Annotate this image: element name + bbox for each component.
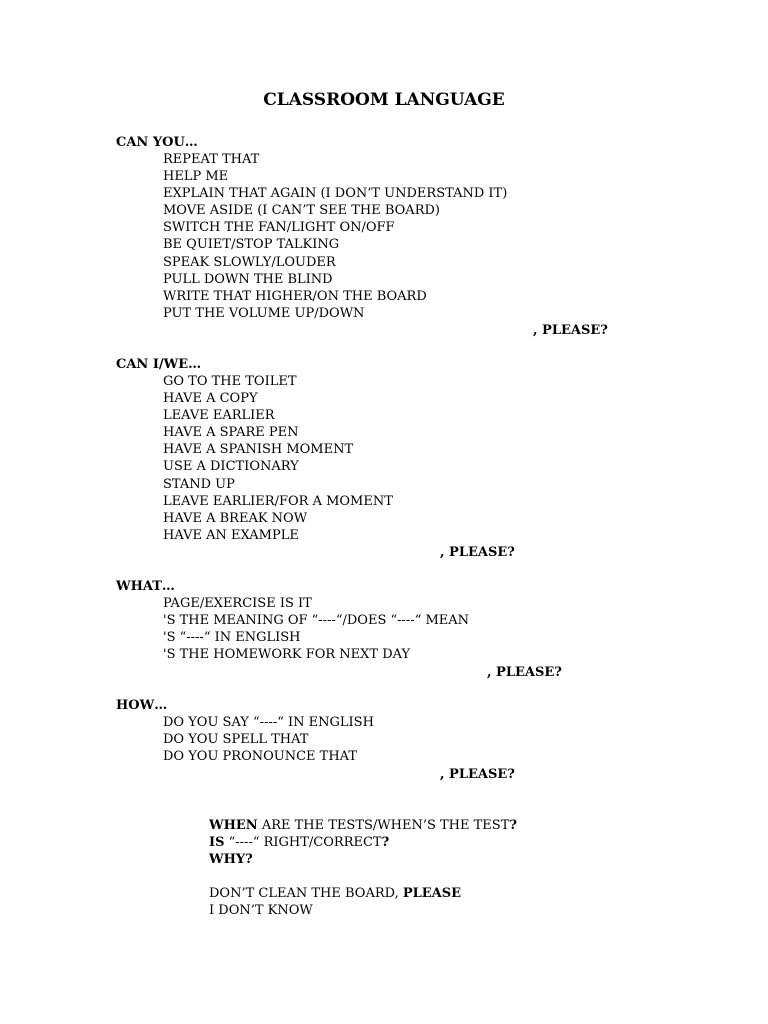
- list-item: 'S THE MEANING OF “----“/DOES “----“ MEAN: [163, 613, 470, 629]
- list-item: HAVE A SPANISH MOMENT: [163, 442, 354, 458]
- list-item: PAGE/EXERCISE IS IT: [163, 596, 312, 611]
- phrase-why: WHY?: [209, 852, 253, 867]
- section-what: [116, 578, 676, 663]
- section-heading: CAN YOU…: [116, 135, 198, 150]
- please-tail: , PLEASE?: [440, 767, 515, 782]
- list-item: EXPLAIN THAT AGAIN (I DON’T UNDERSTAND IT): [163, 186, 508, 202]
- section-can-you: [116, 134, 676, 322]
- keyword-when: WHEN: [209, 818, 258, 833]
- page-title: CLASSROOM LANGUAGE: [263, 90, 505, 110]
- phrase-text: “----“ RIGHT/CORRECT: [224, 835, 382, 850]
- list-item: DO YOU PRONOUNCE THAT: [163, 749, 358, 765]
- list-item: 'S THE HOMEWORK FOR NEXT DAY: [163, 647, 411, 663]
- phrase-dont-know: I DON’T KNOW: [209, 903, 313, 918]
- please-tail: , PLEASE?: [440, 545, 515, 560]
- list-item: WRITE THAT HIGHER/ON THE BOARD: [163, 288, 427, 304]
- please-tail: , PLEASE?: [533, 323, 608, 338]
- phrase-list: [116, 373, 676, 544]
- section-can-i-we: [116, 356, 676, 544]
- section-heading: WHAT…: [116, 579, 175, 594]
- keyword-is: IS: [209, 835, 225, 850]
- please-tail: , PLEASE?: [487, 665, 562, 680]
- list-item: SWITCH THE FAN/LIGHT ON/OFF: [163, 220, 395, 236]
- list-item: DO YOU SPELL THAT: [163, 732, 309, 748]
- phrase-text: ARE THE TESTS/WHEN’S THE TEST: [257, 818, 510, 833]
- section-heading: HOW…: [116, 698, 168, 713]
- question-mark: ?: [381, 835, 390, 850]
- list-item: USE A DICTIONARY: [163, 459, 299, 475]
- extra-phrases: [209, 817, 517, 868]
- list-item: STAND UP: [163, 476, 235, 492]
- list-item: PULL DOWN THE BLIND: [163, 271, 333, 287]
- section-heading: CAN I/WE…: [116, 357, 202, 372]
- list-item: HAVE A SPARE PEN: [163, 425, 299, 441]
- phrase-list: [116, 714, 676, 765]
- extra-phrases-2: [209, 885, 461, 919]
- list-item: LEAVE EARLIER/FOR A MOMENT: [163, 493, 393, 509]
- phrase-text: DON’T CLEAN THE BOARD,: [209, 886, 403, 901]
- list-item: SPEAK SLOWLY/LOUDER: [163, 254, 336, 270]
- keyword-please: PLEASE: [402, 886, 462, 901]
- list-item: MOVE ASIDE (I CAN’T SEE THE BOARD): [163, 203, 440, 219]
- list-item: LEAVE EARLIER: [163, 408, 275, 424]
- list-item: PUT THE VOLUME UP/DOWN: [163, 305, 365, 321]
- list-item: BE QUIET/STOP TALKING: [163, 237, 340, 253]
- list-item: HAVE A BREAK NOW: [163, 510, 308, 526]
- question-mark: ?: [509, 818, 517, 833]
- list-item: HELP ME: [163, 169, 229, 185]
- list-item: REPEAT THAT: [163, 152, 260, 167]
- list-item: HAVE AN EXAMPLE: [163, 527, 299, 543]
- phrase-is: [209, 834, 517, 851]
- phrase-list: [116, 595, 676, 663]
- phrase-when: [209, 817, 517, 834]
- list-item: GO TO THE TOILET: [163, 374, 297, 389]
- list-item: DO YOU SAY “----“ IN ENGLISH: [163, 715, 374, 730]
- list-item: HAVE A COPY: [163, 391, 258, 407]
- section-how: [116, 697, 676, 765]
- list-item: 'S “----“ IN ENGLISH: [163, 630, 301, 646]
- phrase-dont-clean: [209, 885, 461, 902]
- phrase-list: [116, 151, 676, 322]
